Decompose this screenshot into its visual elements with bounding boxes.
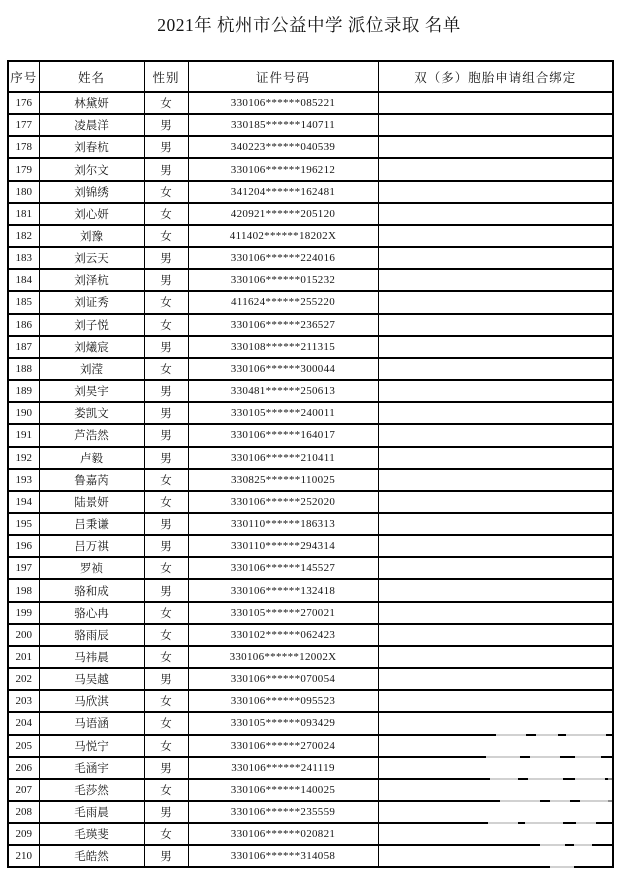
twin-binding-cell [378,757,613,779]
serial-cell: 181 [8,203,39,225]
twin-binding-cell [378,469,613,491]
table-row [8,92,613,114]
twin-binding-cell [378,624,613,646]
gender-cell: 男 [144,424,188,446]
gender-cell: 男 [144,757,188,779]
table-row [8,114,613,136]
serial-cell: 204 [8,712,39,734]
gender-cell: 男 [144,845,188,867]
twin-binding-cell [378,314,613,336]
gender-cell: 男 [144,513,188,535]
gender-cell: 男 [144,336,188,358]
student-name-cell: 娄凯文 [39,402,144,424]
gender-cell: 女 [144,779,188,801]
serial-cell: 208 [8,801,39,823]
gender-cell: 男 [144,447,188,469]
student-name-cell: 马语涵 [39,712,144,734]
twin-binding-cell [378,136,613,158]
twin-binding-cell [378,114,613,136]
table-row [8,690,613,712]
id-number-cell: 330106******252020 [188,491,378,513]
table-row [8,380,613,402]
twin-binding-cell [378,602,613,624]
student-name-cell: 林黛妍 [39,92,144,114]
twin-binding-cell [378,447,613,469]
id-number-cell: 330110******186313 [188,513,378,535]
serial-cell: 185 [8,291,39,313]
student-name-cell: 刘子悦 [39,314,144,336]
student-name-cell: 刘云天 [39,247,144,269]
serial-cell: 200 [8,624,39,646]
id-number-cell: 330102******062423 [188,624,378,646]
serial-cell: 194 [8,491,39,513]
id-number-cell: 330106******140025 [188,779,378,801]
gender-cell: 女 [144,557,188,579]
twin-binding-cell [378,158,613,180]
table-row [8,579,613,601]
student-name-cell: 刘春杭 [39,136,144,158]
table-row [8,269,613,291]
table-row [8,624,613,646]
gender-cell: 男 [144,158,188,180]
student-name-cell: 刘锦绣 [39,181,144,203]
student-name-cell: 毛皓然 [39,845,144,867]
serial-cell: 209 [8,823,39,845]
twin-binding-cell [378,181,613,203]
student-name-cell: 罗祯 [39,557,144,579]
serial-cell: 187 [8,336,39,358]
page-title: 2021年 杭州市公益中学 派位录取 名单 [157,15,461,35]
table-row [8,225,613,247]
serial-cell: 189 [8,380,39,402]
gender-cell: 女 [144,624,188,646]
serial-cell: 192 [8,447,39,469]
twin-binding-cell [378,380,613,402]
serial-cell: 202 [8,668,39,690]
id-number-cell: 330825******110025 [188,469,378,491]
gender-cell: 男 [144,247,188,269]
student-name-cell: 骆和成 [39,579,144,601]
id-number-cell: 340223******040539 [188,136,378,158]
twin-binding-cell [378,92,613,114]
twin-binding-cell [378,801,613,823]
student-name-cell: 刘证秀 [39,291,144,313]
table-row [8,801,613,823]
table-header [8,61,613,92]
twin-binding-cell [378,690,613,712]
serial-cell: 205 [8,735,39,757]
id-number-cell: 330106******300044 [188,358,378,380]
gender-cell: 男 [144,269,188,291]
twin-binding-cell [378,291,613,313]
id-number-cell: 330106******020821 [188,823,378,845]
serial-cell: 196 [8,535,39,557]
serial-cell: 178 [8,136,39,158]
table-row [8,779,613,801]
gender-cell: 女 [144,291,188,313]
table-row [8,314,613,336]
student-name-cell: 骆心冉 [39,602,144,624]
twin-binding-cell [378,646,613,668]
id-number-cell: 411402******18202X [188,225,378,247]
id-number-cell: 330106******224016 [188,247,378,269]
gender-cell: 男 [144,801,188,823]
id-number-cell: 330106******164017 [188,424,378,446]
id-number-cell: 411624******255220 [188,291,378,313]
id-number-cell: 330106******270024 [188,735,378,757]
serial-cell: 183 [8,247,39,269]
student-name-cell: 刘豫 [39,225,144,247]
table-row [8,181,613,203]
header-twin-binding: 双（多）胞胎申请组合绑定 [378,61,613,92]
twin-binding-cell [378,247,613,269]
student-name-cell: 骆雨辰 [39,624,144,646]
serial-cell: 203 [8,690,39,712]
twin-binding-cell [378,402,613,424]
twin-binding-cell [378,358,613,380]
table-row [8,491,613,513]
table-row [8,646,613,668]
header-row [8,61,613,92]
table-row [8,712,613,734]
id-number-cell: 330106******241119 [188,757,378,779]
student-name-cell: 凌晨洋 [39,114,144,136]
table-row [8,513,613,535]
serial-cell: 176 [8,92,39,114]
twin-binding-cell [378,779,613,801]
table-row [8,757,613,779]
gender-cell: 女 [144,181,188,203]
serial-cell: 207 [8,779,39,801]
table-row [8,557,613,579]
serial-cell: 198 [8,579,39,601]
gender-cell: 女 [144,823,188,845]
gender-cell: 女 [144,712,188,734]
student-name-cell: 刘心妍 [39,203,144,225]
serial-cell: 199 [8,602,39,624]
twin-binding-cell [378,269,613,291]
id-number-cell: 330106******070054 [188,668,378,690]
id-number-cell: 330106******145527 [188,557,378,579]
table-row [8,158,613,180]
student-name-cell: 吕秉谦 [39,513,144,535]
twin-binding-cell [378,735,613,757]
gender-cell: 男 [144,402,188,424]
table-row [8,535,613,557]
gender-cell: 男 [144,136,188,158]
serial-cell: 188 [8,358,39,380]
twin-binding-cell [378,203,613,225]
gender-cell: 女 [144,646,188,668]
student-name-cell: 毛瑛斐 [39,823,144,845]
student-name-cell: 刘爔宸 [39,336,144,358]
id-number-cell: 330106******132418 [188,579,378,601]
id-number-cell: 330105******240011 [188,402,378,424]
table-row [8,336,613,358]
twin-binding-cell [378,513,613,535]
id-number-cell: 420921******205120 [188,203,378,225]
student-name-cell: 刘昊宇 [39,380,144,402]
serial-cell: 182 [8,225,39,247]
gender-cell: 女 [144,690,188,712]
twin-binding-cell [378,491,613,513]
header-serial: 序号 [8,61,39,92]
twin-binding-cell [378,424,613,446]
serial-cell: 177 [8,114,39,136]
gender-cell: 女 [144,735,188,757]
student-name-cell: 马欣淇 [39,690,144,712]
serial-cell: 186 [8,314,39,336]
id-number-cell: 330110******294314 [188,535,378,557]
student-name-cell: 毛涵宇 [39,757,144,779]
table-row [8,424,613,446]
id-number-cell: 330106******015232 [188,269,378,291]
id-number-cell: 330106******095523 [188,690,378,712]
table-row [8,668,613,690]
serial-cell: 210 [8,845,39,867]
student-name-cell: 毛莎然 [39,779,144,801]
table-row [8,602,613,624]
student-name-cell: 马吴越 [39,668,144,690]
twin-binding-cell [378,823,613,845]
id-number-cell: 330106******210411 [188,447,378,469]
gender-cell: 女 [144,469,188,491]
table-row [8,247,613,269]
id-number-cell: 330106******314058 [188,845,378,867]
serial-cell: 190 [8,402,39,424]
twin-binding-cell [378,336,613,358]
gender-cell: 女 [144,203,188,225]
id-number-cell: 330105******270021 [188,602,378,624]
serial-cell: 197 [8,557,39,579]
serial-cell: 184 [8,269,39,291]
id-number-cell: 330105******093429 [188,712,378,734]
gender-cell: 男 [144,579,188,601]
table-row [8,735,613,757]
student-name-cell: 卢毅 [39,447,144,469]
gender-cell: 女 [144,92,188,114]
table-row [8,291,613,313]
twin-binding-cell [378,579,613,601]
header-id-number: 证件号码 [188,61,378,92]
gender-cell: 女 [144,491,188,513]
gender-cell: 女 [144,602,188,624]
student-name-cell: 刘尔文 [39,158,144,180]
serial-cell: 191 [8,424,39,446]
gender-cell: 男 [144,380,188,402]
twin-binding-cell [378,845,613,867]
id-number-cell: 330106******12002X [188,646,378,668]
header-gender: 性别 [144,61,188,92]
id-number-cell: 330108******211315 [188,336,378,358]
twin-binding-cell [378,668,613,690]
student-name-cell: 刘泽杭 [39,269,144,291]
id-number-cell: 330106******085221 [188,92,378,114]
table-row [8,447,613,469]
gender-cell: 男 [144,668,188,690]
id-number-cell: 330106******196212 [188,158,378,180]
table-row [8,823,613,845]
serial-cell: 206 [8,757,39,779]
id-number-cell: 330481******250613 [188,380,378,402]
gender-cell: 男 [144,535,188,557]
table-row [8,469,613,491]
serial-cell: 179 [8,158,39,180]
id-number-cell: 330185******140711 [188,114,378,136]
table-row [8,358,613,380]
gender-cell: 男 [144,114,188,136]
student-name-cell: 陆景妍 [39,491,144,513]
student-name-cell: 刘滢 [39,358,144,380]
table-row [8,845,613,867]
serial-cell: 180 [8,181,39,203]
student-name-cell: 马悦宁 [39,735,144,757]
student-name-cell: 鲁嘉芮 [39,469,144,491]
serial-cell: 201 [8,646,39,668]
table-row [8,203,613,225]
twin-binding-cell [378,557,613,579]
header-name: 姓名 [39,61,144,92]
twin-binding-cell [378,225,613,247]
student-name-cell: 吕万祺 [39,535,144,557]
admission-roster-table [7,60,614,868]
student-name-cell: 毛雨晨 [39,801,144,823]
table-row [8,136,613,158]
serial-cell: 193 [8,469,39,491]
table-row [8,402,613,424]
student-name-cell: 芦浩然 [39,424,144,446]
id-number-cell: 330106******236527 [188,314,378,336]
twin-binding-cell [378,712,613,734]
gender-cell: 女 [144,314,188,336]
serial-cell: 195 [8,513,39,535]
id-number-cell: 341204******162481 [188,181,378,203]
student-name-cell: 马祎晨 [39,646,144,668]
gender-cell: 女 [144,358,188,380]
twin-binding-cell [378,535,613,557]
table-body [8,92,613,867]
id-number-cell: 330106******235559 [188,801,378,823]
gender-cell: 女 [144,225,188,247]
